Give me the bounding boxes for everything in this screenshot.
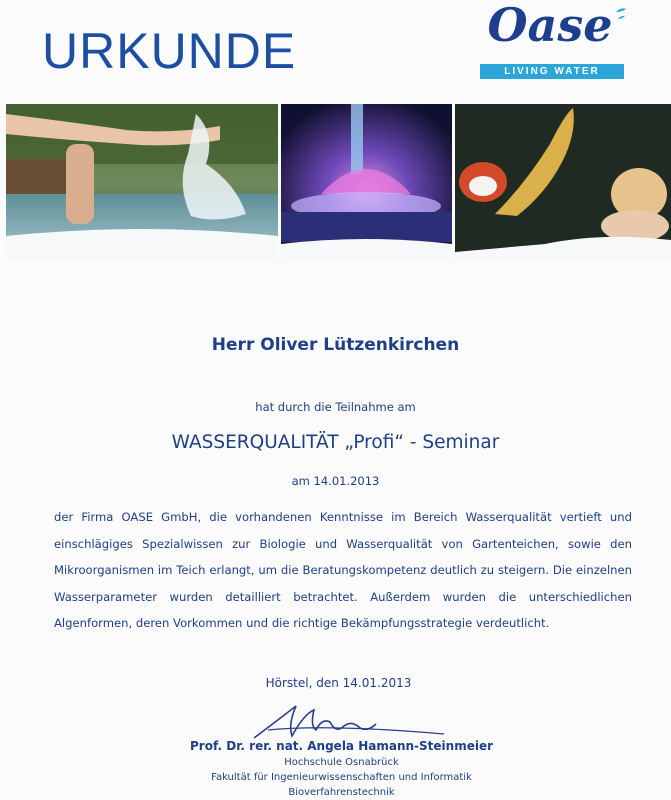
logo-wordmark: Oase (487, 0, 613, 52)
affiliation-department: Bioverfahrenstechnik (288, 787, 395, 798)
photo-strip (0, 104, 671, 262)
signer-name: Prof. Dr. rer. nat. Angela Hamann-Steinmeier (189, 739, 494, 753)
logo-tagline: LIVING WATER (480, 64, 624, 79)
certificate-title: URKUNDE (42, 23, 297, 79)
oase-logo (470, 0, 630, 80)
logo-drops-icon (612, 6, 630, 30)
photo-koi-pond (455, 104, 671, 262)
intro-line: hat durch die Teilnahme am (255, 400, 416, 414)
affiliation-university: Hochschule Osnabrück (284, 757, 399, 768)
certificate-body: der Firma OASE GmbH, die vorhandenen Kenntnisse im Bereich Wasserqualität vertieft und einschlägiges Spezialwissen zur Biologie und Wasserqualität von Gartenteichen, sowie den Mikroorganismen im Teich erlangt, um die Beratungskompetenz deutlich zu steigern. Die einzelnen Wasserparameter wurden detailliert betrachtet. Außerdem wurden die unterschiedlichen Algenformen, deren Vorkommen und die richtige Bekämpfungsstrategie verdeutlicht. (54, 510, 632, 630)
place-date: Hörstel, den 14.01.2013 (265, 676, 412, 690)
affiliation-faculty: Fakultät für Ingenieurwissenschaften und Informatik (211, 772, 472, 783)
seminar-date: am 14.01.2013 (291, 474, 380, 488)
recipient-name: Herr Oliver Lützenkirchen (211, 335, 460, 355)
photo-fountain-night (281, 104, 452, 262)
seminar-title: WASSERQUALITÄT „Profi“ - Seminar (171, 432, 500, 453)
photo-pond-splash (6, 104, 278, 262)
